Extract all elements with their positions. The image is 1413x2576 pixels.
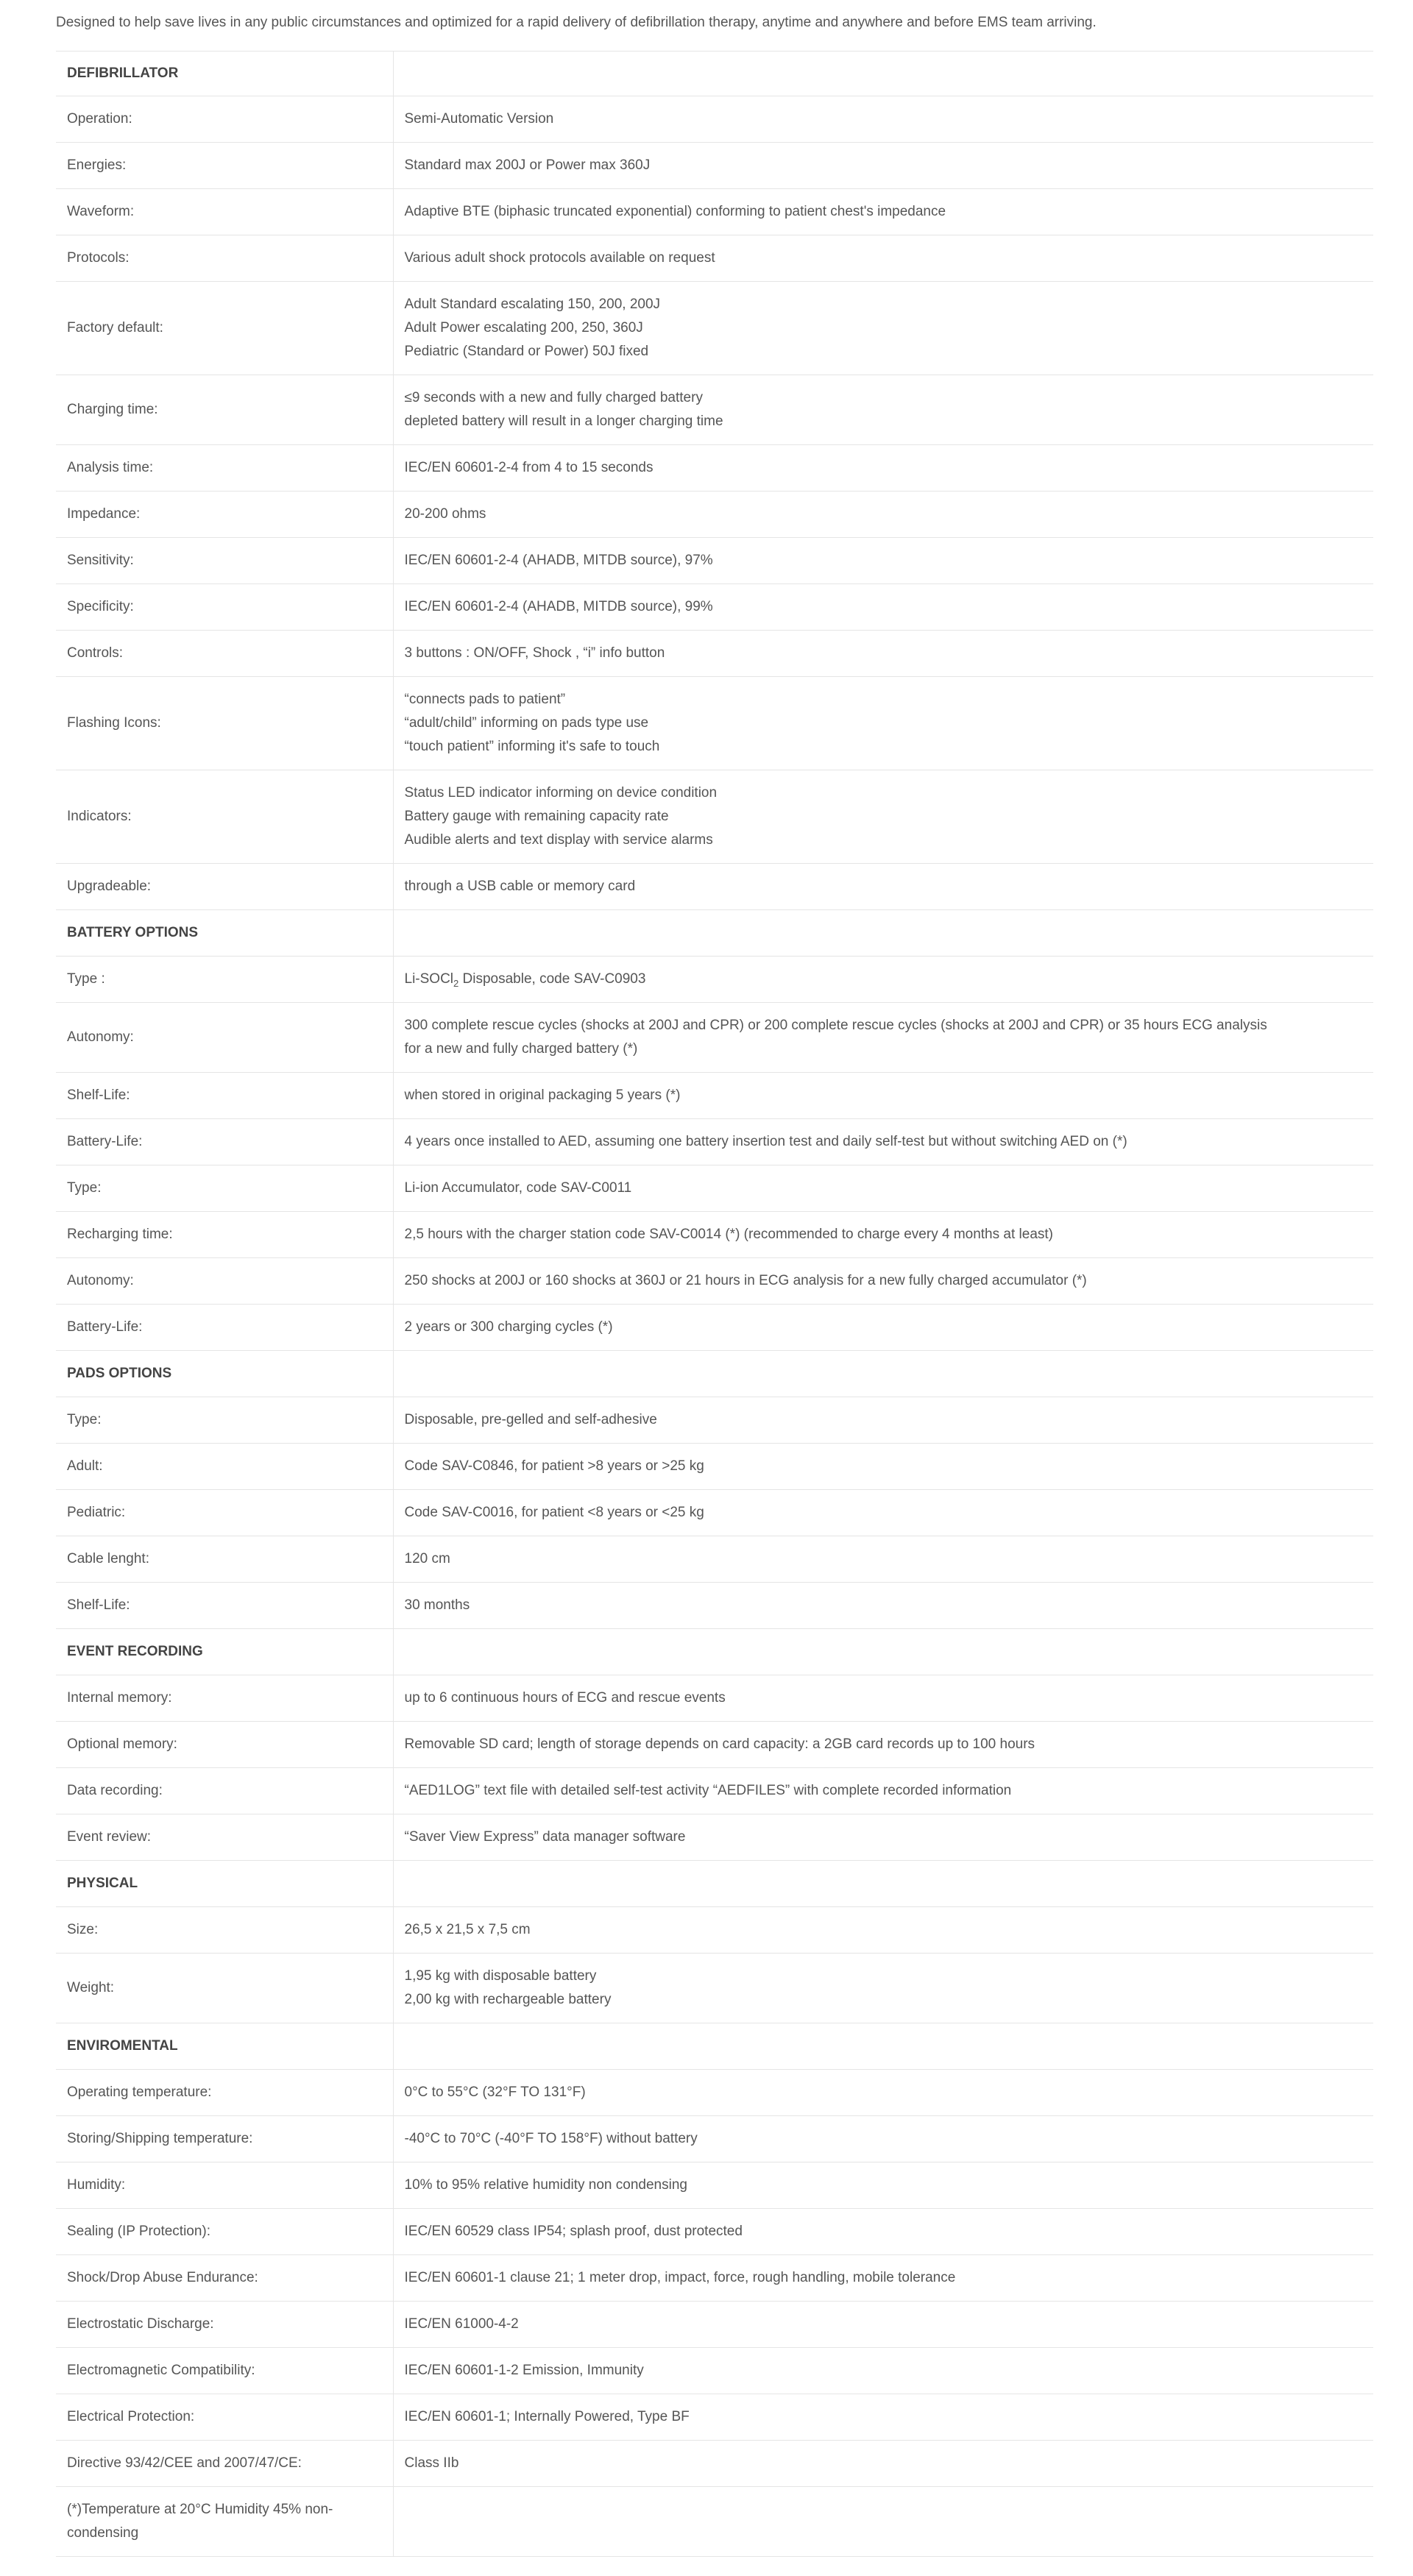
spec-value-line: “connects pads to patient” — [404, 691, 566, 707]
section-heading: BATTERY OPTIONS — [56, 909, 393, 956]
spec-value — [393, 2254, 1373, 2301]
spec-value — [393, 1118, 1373, 1165]
spec-value — [393, 52, 1373, 96]
spec-value — [393, 1721, 1373, 1767]
spec-label: Energies: — [56, 142, 393, 188]
spec-label: Event review: — [56, 1814, 393, 1860]
spec-label: Autonomy: — [56, 1002, 393, 1072]
spec-row — [56, 1582, 1373, 1628]
spec-row — [56, 1165, 1373, 1211]
spec-row — [56, 2347, 1373, 2394]
spec-label: Specificity: — [56, 583, 393, 630]
spec-value — [393, 2301, 1373, 2347]
spec-row — [56, 444, 1373, 491]
spec-label: Shelf-Life: — [56, 1582, 393, 1628]
spec-row — [56, 2208, 1373, 2254]
spec-value — [393, 2347, 1373, 2394]
spec-label: Type: — [56, 1397, 393, 1443]
spec-label: Upgradeable: — [56, 863, 393, 909]
spec-value — [393, 96, 1373, 142]
spec-row — [56, 537, 1373, 583]
spec-row — [56, 1814, 1373, 1860]
spec-row — [56, 1257, 1373, 1304]
spec-row — [56, 1675, 1373, 1721]
spec-value — [393, 909, 1373, 956]
spec-value — [393, 188, 1373, 235]
spec-value-line: Code SAV-C0016, for patient <8 years or <25 kg — [404, 1504, 704, 1520]
spec-row — [56, 2301, 1373, 2347]
spec-value-line: Adult Power escalating 200, 250, 360J — [404, 319, 643, 336]
spec-row — [56, 2440, 1373, 2486]
section-row — [56, 1350, 1373, 1397]
spec-row — [56, 1397, 1373, 1443]
spec-row — [56, 1721, 1373, 1767]
spec-value-line: Semi-Automatic Version — [404, 110, 554, 127]
spec-value — [393, 1489, 1373, 1536]
spec-value — [393, 2069, 1373, 2115]
spec-value — [393, 1443, 1373, 1489]
spec-value-line: 10% to 95% relative humidity non condensing — [404, 2176, 687, 2193]
spec-value-line — [405, 968, 1363, 991]
spec-row — [56, 1304, 1373, 1350]
spec-label: Type: — [56, 1165, 393, 1211]
spec-value-line: Removable SD card; length of storage depends on card capacity: a 2GB card records up to 100 hours — [404, 1736, 1035, 1752]
spec-value-line: IEC/EN 60601-2-4 from 4 to 15 seconds — [404, 459, 654, 475]
spec-value — [393, 2023, 1373, 2069]
spec-label: Internal memory: — [56, 1675, 393, 1721]
spec-value-line: depleted battery will result in a longer charging time — [404, 413, 723, 429]
spec-label: Charging time: — [56, 375, 393, 444]
spec-value-line: when stored in original packaging 5 years (*) — [404, 1087, 681, 1103]
spec-label: Controls: — [56, 630, 393, 676]
spec-row — [56, 1953, 1373, 2023]
spec-row — [56, 956, 1373, 1002]
spec-value — [393, 1814, 1373, 1860]
spec-label: Shelf-Life: — [56, 1072, 393, 1118]
spec-label: Electromagnetic Compatibility: — [56, 2347, 393, 2394]
spec-value — [393, 537, 1373, 583]
spec-value — [393, 142, 1373, 188]
spec-value — [393, 1536, 1373, 1582]
spec-value-line: 30 months — [404, 1597, 470, 1613]
spec-value-line: up to 6 continuous hours of ECG and rescue events — [404, 1689, 726, 1706]
spec-value — [393, 281, 1373, 375]
section-row — [56, 909, 1373, 956]
spec-value — [393, 770, 1373, 863]
spec-label: Size: — [56, 1906, 393, 1953]
spec-label: Humidity: — [56, 2162, 393, 2208]
spec-value — [393, 1628, 1373, 1675]
spec-value — [393, 583, 1373, 630]
spec-label: Shock/Drop Abuse Endurance: — [56, 2254, 393, 2301]
spec-label: Electrical Protection: — [56, 2394, 393, 2440]
spec-value-line: 2 years or 300 charging cycles (*) — [404, 1319, 613, 1335]
spec-row — [56, 676, 1373, 770]
spec-value — [393, 491, 1373, 537]
spec-value — [393, 1397, 1373, 1443]
spec-value-line: IEC/EN 60601-1; Internally Powered, Type BF — [404, 2408, 690, 2424]
section-row — [56, 2023, 1373, 2069]
section-row — [56, 1860, 1373, 1906]
spec-label: Optional memory: — [56, 1721, 393, 1767]
spec-value-line: Standard max 200J or Power max 360J — [404, 157, 651, 173]
spec-value-line: 120 cm — [404, 1550, 450, 1566]
spec-value-line: IEC/EN 60601-1-2 Emission, Immunity — [404, 2362, 644, 2378]
spec-label: Weight: — [56, 1953, 393, 2023]
spec-value-line: Pediatric (Standard or Power) 50J fixed — [404, 343, 649, 359]
section-heading: PADS OPTIONS — [56, 1350, 393, 1397]
spec-value-line: 4 years once installed to AED, assuming one battery insertion test and daily self-test but without switching AED on (*) — [404, 1133, 1127, 1149]
spec-label: (*)Temperature at 20°C Humidity 45% non-condensing — [56, 2486, 393, 2556]
spec-value — [393, 235, 1373, 281]
spec-row — [56, 1906, 1373, 1953]
section-heading: EVENT RECORDING — [56, 1628, 393, 1675]
spec-value — [393, 2440, 1373, 2486]
spec-row — [56, 2254, 1373, 2301]
spec-row — [56, 1536, 1373, 1582]
spec-value — [393, 1767, 1373, 1814]
spec-label: Analysis time: — [56, 444, 393, 491]
spec-row — [56, 96, 1373, 142]
spec-value — [393, 863, 1373, 909]
spec-value-line: Class IIb — [404, 2455, 459, 2471]
spec-value — [393, 2115, 1373, 2162]
spec-value — [393, 1953, 1373, 2023]
spec-value — [393, 375, 1373, 444]
spec-row — [56, 2115, 1373, 2162]
spec-value-line: Code SAV-C0846, for patient >8 years or >25 kg — [404, 1458, 704, 1474]
spec-value-line: 26,5 x 21,5 x 7,5 cm — [404, 1921, 531, 1937]
spec-value-line: 250 shocks at 200J or 160 shocks at 360J or 21 hours in ECG analysis for a new fully charged accumulator (*) — [404, 1272, 1087, 1288]
spec-row — [56, 2486, 1373, 2556]
spec-row — [56, 1489, 1373, 1536]
spec-value-line: Disposable, pre-gelled and self-adhesive — [404, 1411, 657, 1427]
spec-value-part: Li-SOCl — [404, 971, 454, 987]
spec-label: Indicators: — [56, 770, 393, 863]
spec-value-line: 3 buttons : ON/OFF, Shock , “i” info button — [404, 645, 665, 661]
spec-value — [393, 956, 1373, 1002]
spec-value — [393, 1350, 1373, 1397]
spec-value-line: “Saver View Express” data manager software — [404, 1828, 686, 1845]
spec-label: Impedance: — [56, 491, 393, 537]
intro-text: Designed to help save lives in any public circumstances and optimized for a rapid delivery of defibrillation therapy, anytime and anywhere and before EMS team arriving. — [56, 0, 1373, 52]
spec-row — [56, 491, 1373, 537]
spec-value-subscript: 2 — [453, 977, 459, 989]
spec-value-line: “adult/child” informing on pads type use — [404, 714, 649, 731]
spec-value — [393, 630, 1373, 676]
spec-row — [56, 770, 1373, 863]
spec-label: Factory default: — [56, 281, 393, 375]
spec-value-line: Battery gauge with remaining capacity rate — [404, 808, 669, 824]
spec-label: Flashing Icons: — [56, 676, 393, 770]
spec-row — [56, 583, 1373, 630]
spec-value — [393, 1582, 1373, 1628]
spec-value-line: for a new and fully charged battery (*) — [404, 1040, 638, 1057]
spec-row — [56, 1443, 1373, 1489]
spec-label: Battery-Life: — [56, 1304, 393, 1350]
spec-value-line: IEC/EN 61000-4-2 — [404, 2316, 519, 2332]
spec-label: Waveform: — [56, 188, 393, 235]
spec-label: Battery-Life: — [56, 1118, 393, 1165]
spec-label: Directive 93/42/CEE and 2007/47/CE: — [56, 2440, 393, 2486]
spec-value-line: IEC/EN 60601-2-4 (AHADB, MITDB source), 97% — [404, 552, 713, 568]
spec-value-line: Audible alerts and text display with service alarms — [404, 831, 713, 848]
spec-label: Data recording: — [56, 1767, 393, 1814]
spec-value — [393, 2486, 1373, 2556]
spec-row — [56, 281, 1373, 375]
spec-value-line: IEC/EN 60601-2-4 (AHADB, MITDB source), 99% — [404, 598, 713, 614]
spec-label: Protocols: — [56, 235, 393, 281]
spec-label: Sensitivity: — [56, 537, 393, 583]
spec-row — [56, 630, 1373, 676]
spec-row — [56, 142, 1373, 188]
spec-value-line: Adult Standard escalating 150, 200, 200J — [404, 296, 661, 312]
spec-value-line: Li-ion Accumulator, code SAV-C0011 — [404, 1179, 632, 1196]
spec-value — [393, 1072, 1373, 1118]
spec-value-line: 20-200 ohms — [404, 505, 486, 522]
spec-value-line: Various adult shock protocols available on request — [404, 249, 715, 266]
spec-value — [393, 1165, 1373, 1211]
spec-value — [393, 2162, 1373, 2208]
spec-value — [393, 444, 1373, 491]
spec-value — [393, 1211, 1373, 1257]
spec-label: Operating temperature: — [56, 2069, 393, 2115]
section-row — [56, 1628, 1373, 1675]
spec-row — [56, 188, 1373, 235]
spec-label: Operation: — [56, 96, 393, 142]
spec-row — [56, 1072, 1373, 1118]
section-heading: ENVIROMENTAL — [56, 2023, 393, 2069]
spec-value-line: through a USB cable or memory card — [404, 878, 636, 894]
spec-value-line: “AED1LOG” text file with detailed self-test activity “AEDFILES” with complete recorded information — [404, 1782, 1012, 1798]
spec-value — [393, 1860, 1373, 1906]
spec-label: Cable lenght: — [56, 1536, 393, 1582]
spec-value — [393, 1257, 1373, 1304]
spec-value-part: Disposable, code SAV-C0903 — [458, 971, 646, 987]
spec-value-line: 2,5 hours with the charger station code SAV-C0014 (*) (recommended to charge every 4 months at least) — [404, 1226, 1053, 1242]
spec-value-line: “touch patient” informing it's safe to touch — [404, 738, 660, 754]
spec-value — [393, 2394, 1373, 2440]
spec-value — [393, 1002, 1373, 1072]
section-heading: PHYSICAL — [56, 1860, 393, 1906]
spec-row — [56, 1002, 1373, 1072]
spec-value — [393, 1906, 1373, 1953]
spec-row — [56, 375, 1373, 444]
spec-label: Adult: — [56, 1443, 393, 1489]
spec-label: Sealing (IP Protection): — [56, 2208, 393, 2254]
specifications-table — [56, 52, 1373, 2557]
spec-label: Pediatric: — [56, 1489, 393, 1536]
spec-value-line: 1,95 kg with disposable battery — [404, 1968, 597, 1984]
spec-value — [393, 2208, 1373, 2254]
spec-value — [393, 1304, 1373, 1350]
spec-value-line: IEC/EN 60529 class IP54; splash proof, dust protected — [404, 2223, 743, 2239]
spec-label: Autonomy: — [56, 1257, 393, 1304]
spec-label: Electrostatic Discharge: — [56, 2301, 393, 2347]
spec-value-line: 0°C to 55°C (32°F TO 131°F) — [404, 2084, 586, 2100]
spec-row — [56, 1767, 1373, 1814]
spec-row — [56, 1211, 1373, 1257]
spec-value-line: 2,00 kg with rechargeable battery — [404, 1991, 612, 2007]
spec-value-line: IEC/EN 60601-1 clause 21; 1 meter drop, impact, force, rough handling, mobile tolerance — [404, 2269, 956, 2285]
spec-row — [56, 2069, 1373, 2115]
section-row — [56, 52, 1373, 96]
spec-label: Storing/Shipping temperature: — [56, 2115, 393, 2162]
spec-row — [56, 235, 1373, 281]
section-heading: DEFIBRILLATOR — [56, 52, 393, 96]
spec-label: Recharging time: — [56, 1211, 393, 1257]
spec-row — [56, 2162, 1373, 2208]
spec-value-line: ≤9 seconds with a new and fully charged battery — [404, 389, 703, 405]
specifications-table-body — [56, 52, 1373, 2556]
spec-row — [56, 863, 1373, 909]
spec-row — [56, 1118, 1373, 1165]
spec-value-line: -40°C to 70°C (-40°F TO 158°F) without battery — [404, 2130, 698, 2146]
spec-value-line: Status LED indicator informing on device condition — [404, 784, 718, 801]
spec-label: Type : — [56, 956, 393, 1002]
spec-value-line: 300 complete rescue cycles (shocks at 200J and CPR) or 200 complete rescue cycles (shocks at 200J and CPR) or 35 hours ECG analysis — [404, 1017, 1267, 1033]
spec-value — [393, 1675, 1373, 1721]
spec-value-line: Adaptive BTE (biphasic truncated exponential) conforming to patient chest's impedance — [404, 203, 946, 219]
spec-row — [56, 2394, 1373, 2440]
spec-value — [393, 676, 1373, 770]
